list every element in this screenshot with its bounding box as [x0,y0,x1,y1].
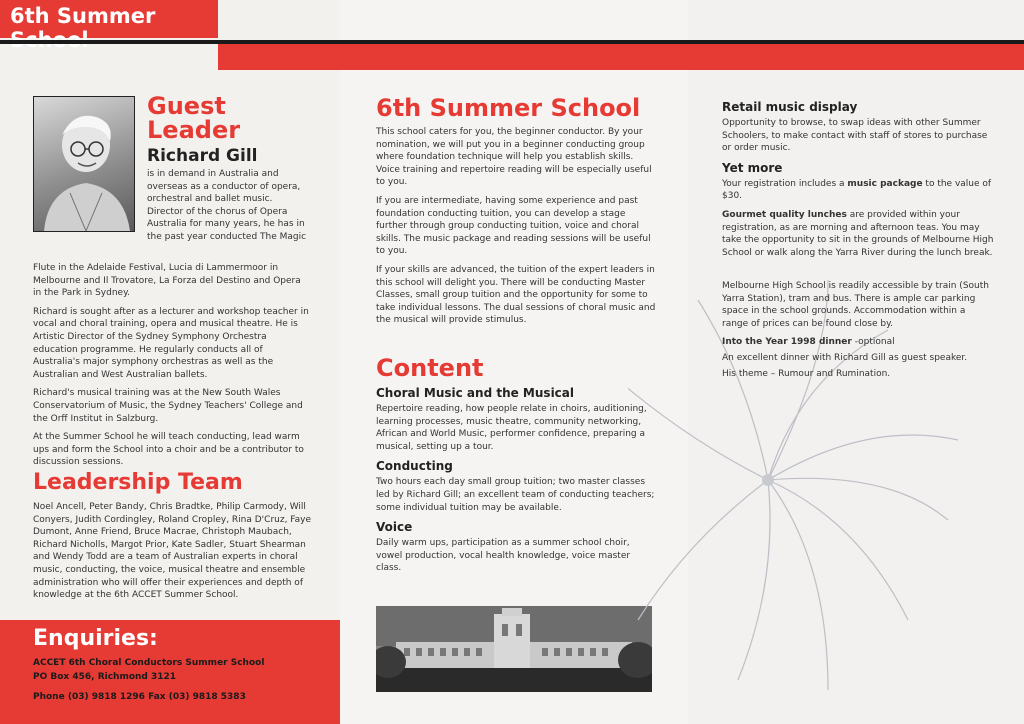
lunch-bold: Gourmet quality lunches [722,209,847,220]
leadership-section [33,470,313,608]
content-text2: Two hours each day small group tuition; two master classes led by Richard Gill; an excellent team of conducting teachers; some individual tuition may be available. [376,477,655,513]
guest-para4: At the Summer School he will teach conducting, lead warm ups and form the School into a choir and be a contributor to discussion sessions. [33,432,304,468]
retail-text: Opportunity to browse, to swap ideas with other Summer Schoolers, to make contact with staff of stores to purchase or order music. [722,118,988,154]
left-panel [0,0,340,724]
content-sub2: Conducting [376,459,453,474]
school-section [376,94,656,333]
leadership-text: Noel Ancell, Peter Bandy, Chris Bradtke, Philip Carmody, Will Conyers, Judith Cordingley, Roland Cropley, Rina D'Cruz, Faye Dumont, Anne Friend, Bruce Macrae, Christoph Maubach, Richard Nicholls, Margot Prior, Kate Sadler, Stuart Shearman and Wendy Todd are a team of Australian experts in choral music, conducting, the voice, musical theatre and ensemble administration who will offer their experiences and depth of knowledge at the 6th ACCET Summer School. [33,502,312,601]
enquiries-heading: Enquiries: [33,626,158,651]
guest-intro-top: is in demand in Australia and overseas as a conductor of opera, orchestral and ballet music. Director of the chorus of Opera Australia for many years, he has in the past year conducted The Magic [147,169,307,242]
content-heading: Content [376,354,484,382]
red-band [218,44,340,70]
school-heading: 6th Summer School [376,94,641,122]
dinner-text: An excellent dinner with Richard Gill as guest speaker. [722,352,968,363]
dinner-title [722,336,994,349]
retail-section [722,96,994,265]
guest-heading-line1: Guest [147,92,226,120]
yetmore-text-pre: Your registration includes a [722,178,848,189]
guest-intro-rest: Flute in the Adelaide Festival, Lucia di Lammermoor in Melbourne and Il Trovatore, La Forza del Destino and Opera in the Park in Sydney. [33,263,301,299]
guest-name: Richard Gill [147,146,258,166]
dinner-theme: His theme – Rumour and Rumination. [722,368,891,379]
guest-heading [147,94,257,166]
lunch-text [722,209,994,259]
school-p2: If you are intermediate, having some experience and past foundation conducting tuition, you can develop a stage further through group conducting tuition, voice and choral skills. The music package and reading sessions will be useful to you. [376,195,651,257]
school-p1: This school caters for you, the beginner conductor. By your nomination, we will put you in a beginner conducting group where foundation technique will help you establish skills. Voice training and repertoire reading will be especially useful to you. [376,127,652,188]
enquiries-box [0,620,340,724]
enquiries-line3: Phone (03) 9818 1296 Fax (03) 9818 5383 [33,692,246,702]
guest-para3: Richard's musical training was at the New South Wales Conservatorium of Music, the Sydney Teachers' College and the Orff Institut in Salzburg. [33,388,303,424]
school-building-photo [376,606,652,692]
content-text1: Repertoire reading, how people relate in choirs, auditioning, learning processes, music theatre, community networking, African and World Music, performer confidence, preparing a musical, setting up a tour. [376,404,647,452]
portrait-icon [34,97,134,231]
access-section [722,280,994,386]
leadership-heading: Leadership Team [33,470,243,495]
building-icon [376,606,652,692]
right-panel [688,0,1024,724]
yetmore-heading: Yet more [722,160,783,175]
dinner-optional: -optional [851,337,895,348]
guest-photo [33,96,135,232]
yetmore-text-post: to the value of $30. [722,178,992,202]
enquiries-details [33,656,264,704]
content-sub3: Voice [376,520,413,535]
content-section [376,354,656,581]
access-text: Melbourne High School is readily accessible by train (South Yarra Station), tram and bus. There is ample car parking space in the school grounds. Accommodation within a range of prices can be found close by. [722,281,989,329]
content-text3: Daily warm ups, participation as a summer school choir, vowel production, vocal health knowledge, voice master class. [376,538,631,574]
guest-para2: Richard is sought after as a lecturer and workshop teacher in vocal and choral training, opera and musical theatre. He is Artistic Director of the Sydney Symphony Orchestra education programme. He regularly conducts all of Australia's major symphony orchestras as well as the Australian and West Australian ballets. [33,306,309,380]
enquiries-line1: ACCET 6th Choral Conductors Summer School [33,658,265,668]
dinner-bold: Into the Year 1998 dinner [722,337,852,348]
retail-heading: Retail music display [722,100,858,114]
enquiries-line2: PO Box 456, Richmond 3121 [33,672,177,682]
tab-title: 6th Summer [10,4,156,28]
content-sub1: Choral Music and the Musical [376,386,574,400]
lunch-rest: are provided within your registration, as are morning and afternoon teas. You may take the opportunity to sit in the grounds of Melbourne High School or walk along the Yarra River during the lunch break. [722,209,994,258]
yetmore-text-bold: music package [847,178,923,189]
guest-body [33,262,311,475]
school-p3: If your skills are advanced, the tuition of the expert leaders in this school will delight you. There will be conducting Master Classes, small group tuition and the opportunity for some to take individual lessons. The dual sessions of choral music and the musical will provide stimulus. [376,264,656,326]
title-tab [0,0,218,38]
guest-heading-line2: Leader [147,116,241,144]
yetmore-text [722,178,994,203]
